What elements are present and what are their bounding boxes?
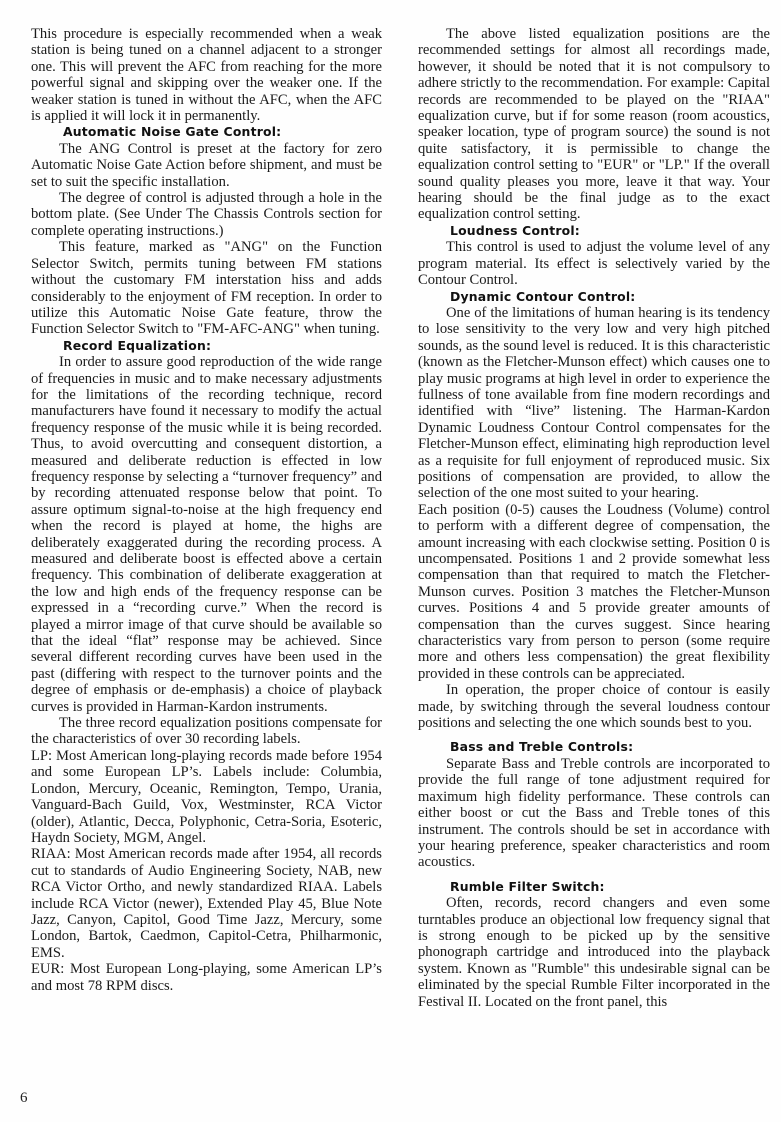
left-column: [31, 26, 382, 994]
right-column: [418, 26, 770, 1010]
ang-paragraph-3: This feature, marked as "ANG" on the Function Selector Switch, permits tuning between FM stations without the customary FM interstation hiss and adds considerably to the enjoyment of FM reception. In order to utilize this Automatic Noise Gate feature, throw the Function Selector Switch to "FM-AFC-ANG" when tuning.: [31, 239, 382, 338]
heading-dynamic-contour-control: Dynamic Contour Control:: [450, 288, 636, 304]
equalization-paragraph-2: The three record equalization positions compensate for the characteristics of over 30 recording labels.: [31, 715, 382, 748]
ang-paragraph-2: The degree of control is adjusted through a hole in the bottom plate. (See Under The Chassis Controls section for complete operating instructions.): [31, 190, 382, 239]
heading-loudness-control: Loudness Control:: [450, 222, 580, 238]
heading-record-equalization: Record Equalization:: [63, 337, 212, 353]
equalization-recommendation-paragraph: The above listed equalization positions are the recommended settings for almost all recordings made, however, it should be noted that it is not compulsory to adhere strictly to the recommendation. For example: Capital records are recommended to be played on the "RIAA" equalization curve, but if for some reason (room acoustics, speaker location, type of program source) the sound is not quite satisfactory, it is permissible to change the equalization control setting to "EUR" or "LP." If the overall sound quality pleases you more, leave it that way. Your hearing should be the final judge as to the exact equalization control setting.: [418, 26, 770, 223]
bass-treble-paragraph: Separate Bass and Treble controls are incorporated to provide the full range of tone adjustment required for maximum high fidelity performance. These controls can either boost or cut the Bass and Treble tones of this instrument. The controls should be set in accordance with your hearing preference, speaker characteristics and room acoustics.: [418, 755, 770, 871]
contour-paragraph-3: In operation, the proper choice of contour is easily made, by switching through the several loudness contour positions and selecting the one which sounds best to you.: [418, 682, 770, 732]
contour-paragraph-2: Each position (0-5) causes the Loudness (Volume) control to perform with a different degree of compensation, the amount increasing with each clockwise setting. Position 0 is uncompensated. Positions 1 and 2 provide somewhat less compensation than that required to match the Fletcher-Munson curves. Position 3 matches the Fletcher-Munson curves. Positions 4 and 5 provide greater amounts of compensation than the curves suggest. Since hearing characteristics vary from person to person (some require more and others less compensation) the great flexibility provided in these controls can be appreciated.: [418, 501, 770, 682]
equalization-paragraph-1: In order to assure good reproduction of the wide range of frequencies in music and to make necessary adjustments for the limitations of the recording technique, record manufacturers have found it necessary to modify the actual frequency response of the music while it is being recorded. Thus, to avoid overcutting and consequent distortion, a measured and deliberate reduction is effected in low frequency response by selecting a “turnover frequency” and by recording attenuated response below that point. To assure optimum signal-to-noise at the high frequency end when the record is played at home, the highs are deliberately exaggerated during the recording process. A measured and deliberate boost is effected above a certain frequency. This combination of deliberate exaggeration at the low and high ends of the frequency response can be expressed in a “recording curve.” When the record is played a mirror image of that curve should be available so that the ideal “flat” response may be achieved. Since several different recording curves have been used in the past (differing with respect to the turnover points and the degree of emphasis or de-emphasis) a choice of playback curves is provided in Harman-Kardon instruments.: [31, 354, 382, 715]
afc-paragraph: This procedure is especially recommended when a weak station is being tuned on a channel adjacent to a stronger one. This will prevent the AFC from reaching for the more powerful signal and skipping over the weaker one. If the weaker station is tuned in without the AFC, when the AFC is applied it will lock it in permanently.: [31, 26, 382, 125]
contour-paragraph-1: One of the limitations of human hearing is its tendency to lose sensitivity to the very low and very high pitched sounds, as the sound level is reduced. It is this characteristic (known as the Fletcher-Munson effect) which causes one to play music programs at high level in order to experience the fullness of tone available from fine modern recordings and identified with “live” listening. The Harman-Kardon Dynamic Loudness Contour Control compensates for the Fletcher-Munson effect, eliminating high reproduction level as a requisite for full enjoyment of reproduced music. Six positions of compensation are provided, to allow the selection of the one most suited to your hearing.: [418, 304, 770, 502]
equalization-eur: EUR: Most European Long-playing, some American LP’s and most 78 RPM discs.: [31, 961, 382, 994]
rumble-paragraph: Often, records, record changers and even some turntables produce an objectional low frequency signal that is strong enough to be picked up by the sensitive phonograph cartridge and introduced into the playback system. Known as "Rumble" this undesirable signal can be eliminated by the special Rumble Filter incorporated in the Festival II. Located on the front panel, this: [418, 895, 770, 1010]
page-number: 6: [20, 1090, 28, 1106]
heading-rumble-filter-switch: Rumble Filter Switch:: [450, 878, 605, 894]
heading-bass-treble-controls: Bass and Treble Controls:: [450, 739, 634, 755]
heading-automatic-noise-gate: Automatic Noise Gate Control:: [63, 124, 282, 140]
loudness-paragraph: This control is used to adjust the volume level of any program material. Its effect is selectively varied by the Contour Control.: [418, 239, 770, 289]
ang-paragraph-1: The ANG Control is preset at the factory for zero Automatic Noise Gate Action before shipment, and must be set to suit the specific installation.: [31, 140, 382, 190]
equalization-riaa: RIAA: Most American records made after 1954, all records cut to standards of Audio Engineering Society, NAB, new RCA Victor Ortho, and newly standardized RIAA. Labels include RCA Victor (newer), Extended Play 45, Blue Note Jazz, Canyon, Capitol, Good Time Jazz, Mercury, some London, Bartok, Caedmon, Capitol-Cetra, Philharmonic, EMS.: [31, 846, 382, 961]
equalization-lp: LP: Most American long-playing records made before 1954 and some European LP’s. Labels include: Columbia, London, Mercury, Oceanic, Remington, Tempo, Urania, Vanguard-Bach Guild, Vox, Westminster, RCA Victor (older), Atlantic, Decca, Polyphonic, Cetra-Soria, Esoteric, Haydn Society, MGM, Angel.: [31, 747, 382, 846]
